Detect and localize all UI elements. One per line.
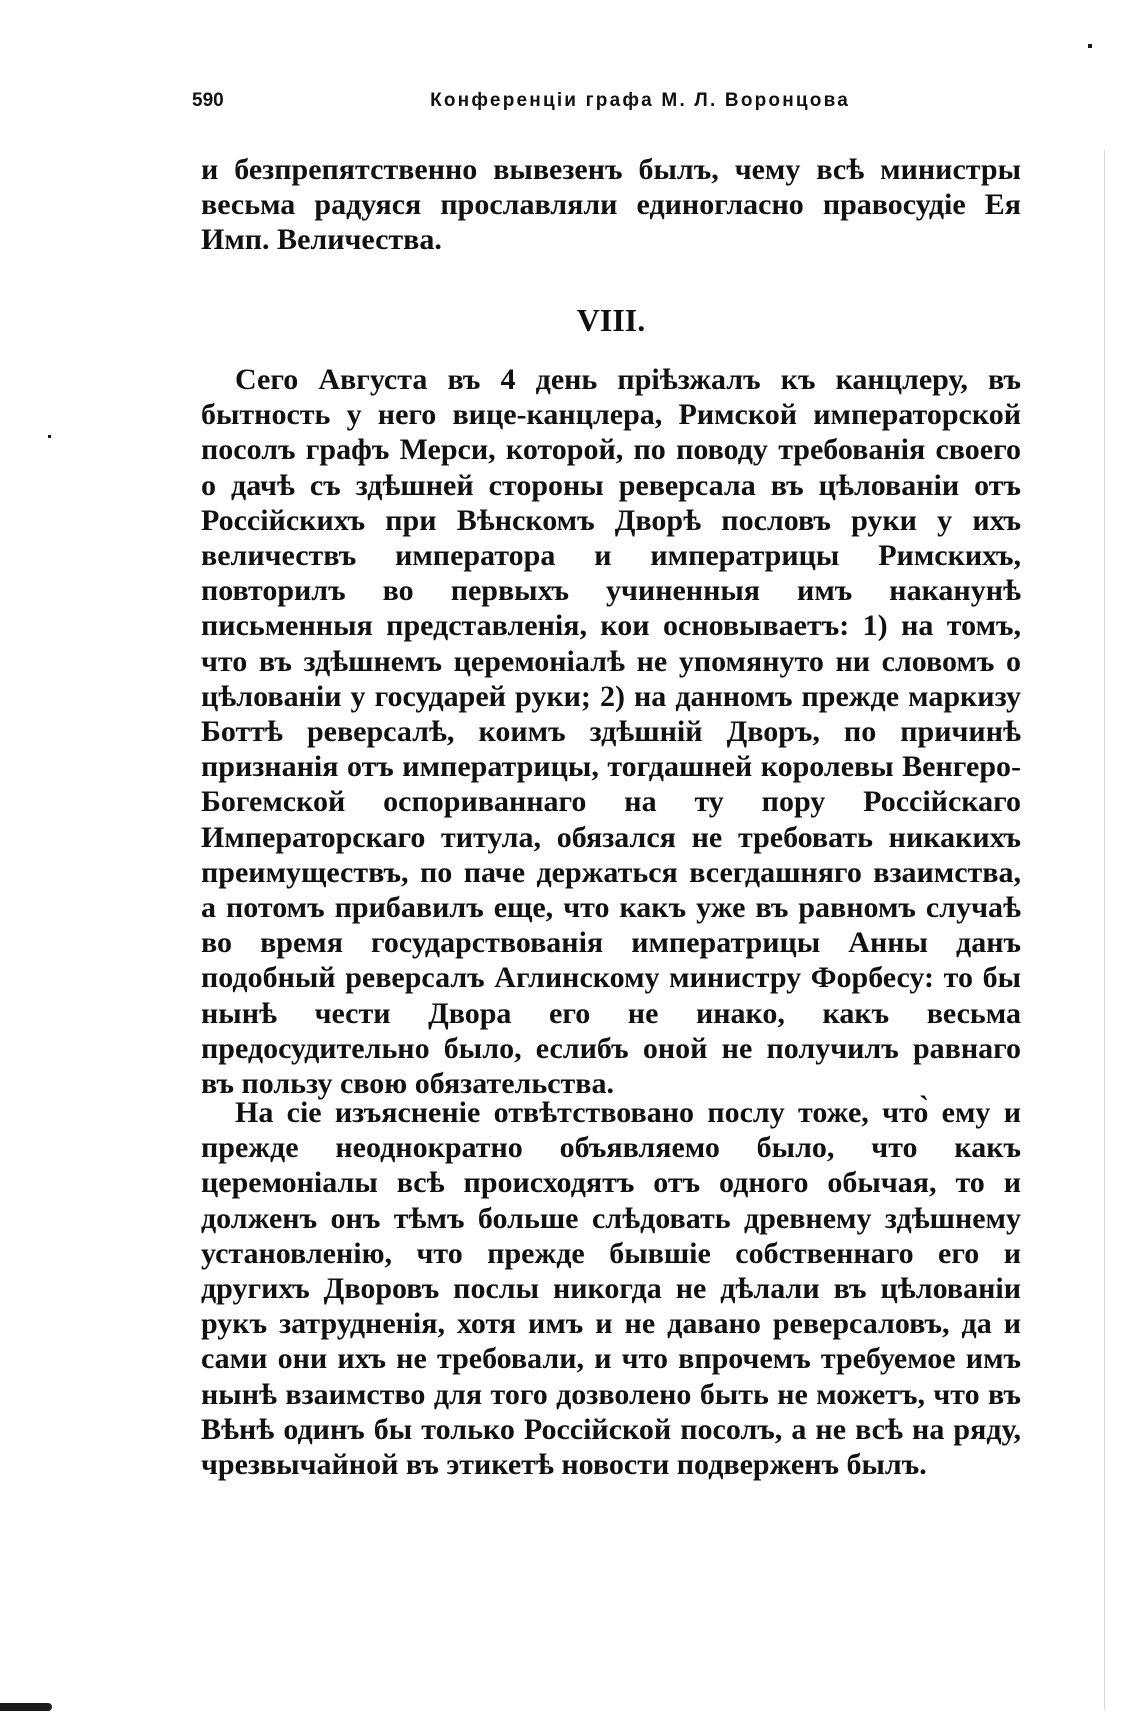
scan-speck [1088,44,1092,48]
page-number: 590 [192,90,224,111]
body-paragraph: Сего Августа въ 4 день пріѣзжалъ къ канцлеру, въ бытность у него вице-канцлера, Римской императорской посолъ графъ Мерси, которой, по поводу требованія своего о дачѣ съ здѣшней стороны реверсала въ цѣлованіи отъ Россійскихъ при Вѣнскомъ Дворѣ пословъ руки у ихъ величествъ императора и императрицы Римскихъ, повторилъ во первыхъ учиненныя имъ наканунѣ письменныя представленія, кои основываетъ: 1) на томъ, что въ здѣшнемъ церемоніалѣ не упомянуто ни словомъ о цѣлованіи у государей руки; 2) на данномъ прежде маркизу Боттѣ реверсалѣ, коимъ здѣшній Дворъ, по причинѣ признанія отъ императрицы, тогдашней королевы Венгеро-Богемской оспориваннаго на ту пору Россійскаго Императорскаго титула, обязался не требовать никакихъ преимуществъ, по паче держаться всегдашняго взаимства, а потомъ прибавилъ еще, что какъ уже въ равномъ случаѣ во время государствованія императрицы Анны данъ подобный реверсалъ Аглинскому министру Форбесу: то бы нынѣ чести Двора его не инако, какъ весьма предосудительно было, еслибъ оной не получилъ равнаго въ пользу свою обязательства. [201,363,1021,1101]
body-paragraph: На сіе изъясненіе отвѣтствовано послу тоже, что̀ ему и прежде неоднократно объявляемо было, что какъ церемоніалы всѣ происходятъ отъ одного обычая, то и долженъ онъ тѣмъ больше слѣдовать древнему здѣшнему установленію, что прежде бывшіе собственнаго его и другихъ Дворовъ послы никогда не дѣлали въ цѣлованіи рукъ затрудненія, хотя имъ и не давано реверсаловъ, да и сами они ихъ не требовали, и что впрочемъ требуемое имъ нынѣ взаимство для того дозволено быть не можетъ, что въ Вѣнѣ одинъ бы только Россійской посолъ, а не всѣ на ряду, чрезвычайной въ этикетѣ новости подверженъ былъ. [201,1096,1021,1482]
intro-paragraph: и безпрепятственно вывезенъ былъ, чему всѣ министры весьма радуяся прославляли единогласно правосудіе Ея Имп. Величества. [201,153,1021,257]
running-header [192,86,850,116]
scan-line [1104,150,1105,1710]
section-heading: VIII. [576,302,646,338]
running-title: Конференціи графа М. Л. Воронцова [430,90,850,111]
scan-smudge [0,1703,52,1711]
scan-speck [48,435,51,438]
